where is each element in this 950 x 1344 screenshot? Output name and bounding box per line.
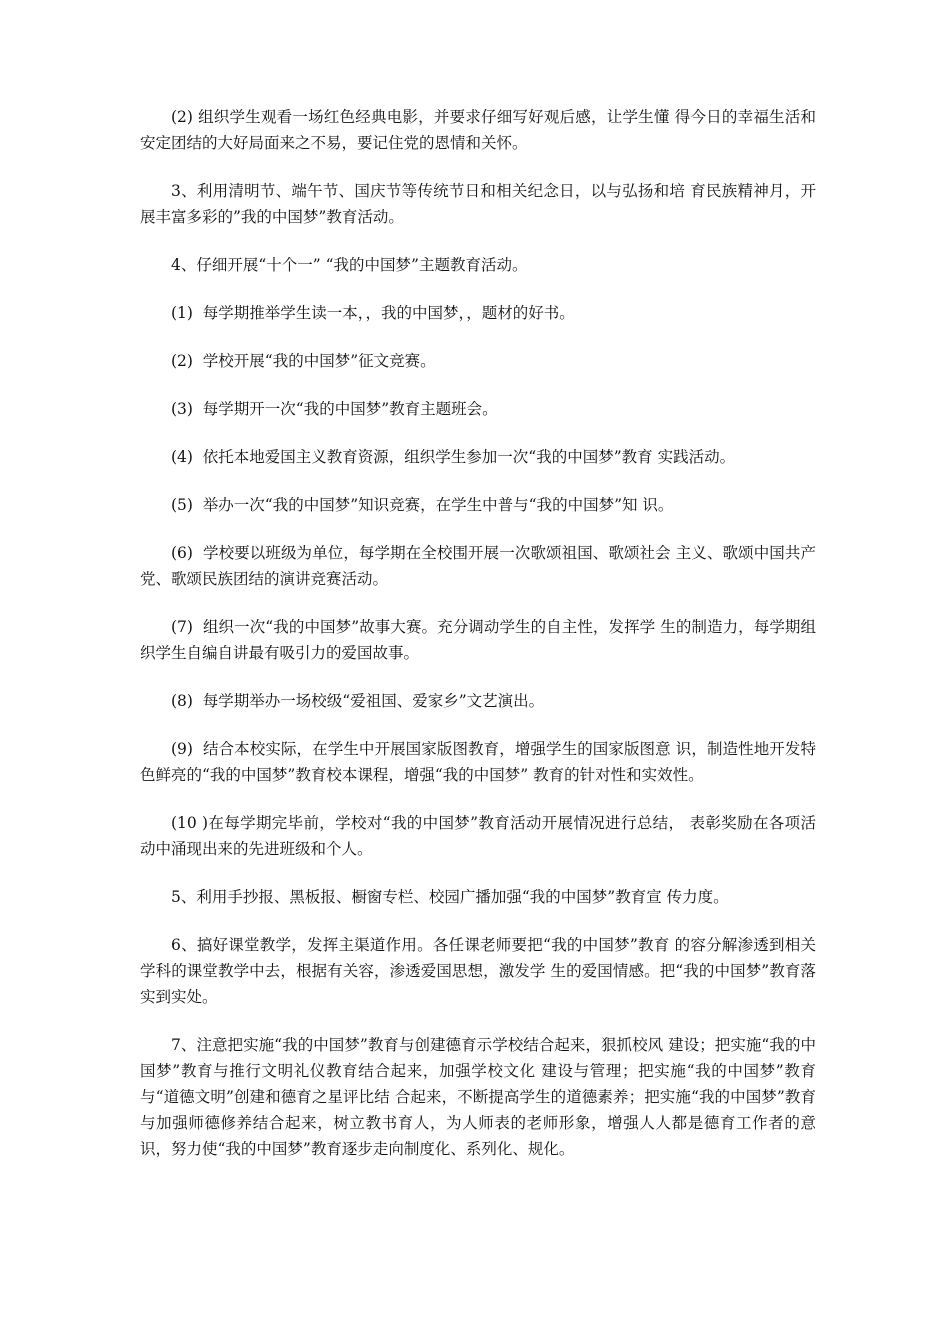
paragraph-item-1-books: (1) 每学期推举学生读一本，，我的中国梦，，题材的好书。 <box>171 304 575 322</box>
paragraph-item-4-practice: (4) 依托本地爱国主义教育资源，组织学生参加一次“我的中国梦”教育 实践活动。 <box>171 448 736 466</box>
paragraph-item-7-story: (7) 组织一次“我的中国梦”故事大赛。充分调动学生的自主性，发挥学 生的制造力，每学期组织学生自编自讲最有吸引力的爱国故事。 <box>140 618 816 662</box>
paragraph-item-6-speech: (6) 学校要以班级为单位，每学期在全校围开展一次歌颂祖国、歌颂社会 主义、歌颂中国共产党、歌颂民族团结的演讲竞赛活动。 <box>140 544 816 588</box>
document-page <box>140 104 821 1184</box>
paragraph-point-3-festivals: 3、利用清明节、端午节、国庆节等传统节日和相关纪念日，以与弘扬和培 育民族精神月，开展丰富多彩的”我的中国梦”教育活动。 <box>140 182 816 226</box>
paragraph-point-4-ten-ones: 4、仔细开展“十个一” “我的中国梦”主题教育活动。 <box>171 256 528 274</box>
paragraph-item-2-film: (2) 组织学生观看一场红色经典电影，并要求仔细写好观后感，让学生懂 得今日的幸福生活和安定团结的大好局面来之不易，要记住党的恩情和关怀。 <box>140 108 816 152</box>
paragraph-item-2-essay: (2) 学校开展“我的中国梦”征文竞赛。 <box>171 352 436 370</box>
paragraph-item-5-quiz: (5) 举办一次“我的中国梦”知识竞赛，在学生中普与“我的中国梦”知 识。 <box>171 496 674 514</box>
paragraph-point-5-publicity: 5、利用手抄报、黑板报、橱窗专栏、校园广播加强“我的中国梦”教育宣 传力度。 <box>171 888 729 906</box>
paragraph-item-10-summary: (10 )在每学期完毕前，学校对“我的中国梦”教育活动开展情况进行总结， 表彰奖励在各项活动中涌现出来的先进班级和个人。 <box>140 814 816 858</box>
paragraph-point-6-teaching: 6、搞好课堂教学，发挥主渠道作用。各任课老师要把“我的中国梦”教育 的容分解渗透到相关学科的课堂教学中去，根据有关容，渗透爱国思想，激发学 生的爱国情感。把“我的中国梦”教育落实到实处。 <box>140 936 816 1006</box>
paragraph-item-9-map-education: (9) 结合本校实际，在学生中开展国家版图教育，增强学生的国家版图意 识，制造性地开发特色鲜亮的“我的中国梦”教育校本课程，增强“我的中国梦” 教育的针对性和实效性。 <box>140 740 816 784</box>
paragraph-point-7-integration: 7、注意把实施“我的中国梦”教育与创建德育示学校结合起来，狠抓校风 建设；把实施“我的中国梦”教育与推行文明礼仪教育结合起来，加强学校文化 建设与管理；把实施“我的中国梦”教育与“道德文明”创建和德育之星评比结 合起来，不断提高学生的道德素养；把实施“我的中国梦”教育与加强师德修养结合起来，树立教书育人，为人师表的老师形象，增强人人都是德育工作者的意 识，努力使“我的中国梦”教育逐步走向制度化、系列化、规化。 <box>140 1036 821 1158</box>
paragraph-item-3-class-meeting: (3) 每学期开一次“我的中国梦”教育主题班会。 <box>171 400 498 418</box>
paragraph-item-8-performance: (8) 每学期举办一场校级“爱祖国、爱家乡”文艺演出。 <box>171 692 545 710</box>
